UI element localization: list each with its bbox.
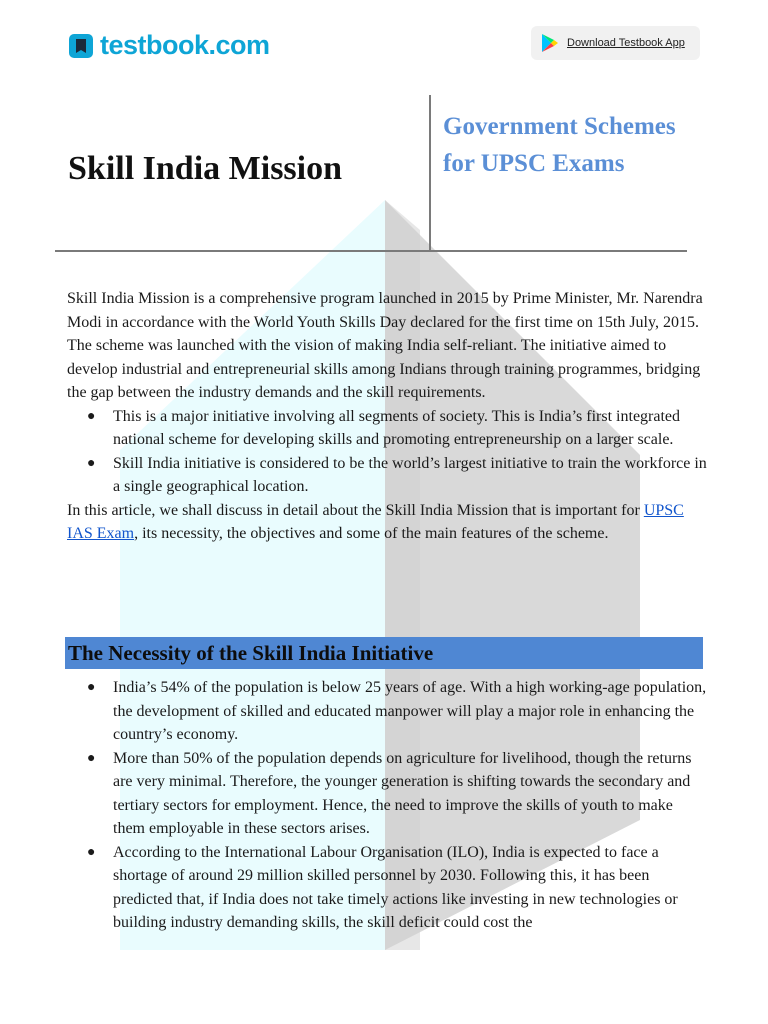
necessity-section	[67, 676, 707, 935]
necessity-bullet-text: More than 50% of the population depends on agriculture for livelihood, though the returns are very minimal. Therefore, the younger generation is shifting towards the secondary and tertiary sectors for employment. Hence, the need to improve the skills of youth to make them employable in these sectors arises.	[113, 749, 692, 837]
title-divider-vertical	[429, 95, 431, 251]
bullet-dot: ●	[87, 455, 96, 471]
intro-bullet-text: Skill India initiative is considered to be the world’s largest initiative to train the workforce in a single geographical location.	[113, 454, 707, 495]
intro-paragraph: Skill India Mission is a comprehensive program launched in 2015 by Prime Minister, Mr. Narendra Modi in accordance with the World Youth Skills Day declared for the first time on 15th July, 2015. The scheme was launched with the vision of making India self-reliant. The initiative aimed to develop industrial and entrepreneurial skills among Indians through training programmes, bridging the gap between the industry demands and the skill requirements.	[67, 290, 703, 401]
title-divider-horizontal	[55, 250, 687, 252]
download-app-button[interactable]	[531, 26, 700, 60]
necessity-bullet-text: India’s 54% of the population is below 25 years of age. With a high working-age population, the development of skilled and educated manpower will play a major role in enhancing the country’s economy.	[113, 679, 707, 743]
bullet-dot: ●	[87, 408, 96, 424]
section-heading: The Necessity of the Skill India Initiative	[65, 637, 703, 669]
article-paragraph	[67, 499, 707, 546]
download-app-label: Download Testbook App	[567, 37, 685, 49]
intro-bullet	[67, 452, 707, 499]
intro-section	[67, 287, 707, 546]
necessity-bullet	[67, 676, 707, 747]
article-text-prefix: In this article, we shall discuss in detail about the Skill India Mission that is important for	[67, 501, 640, 519]
testbook-logo-icon	[68, 31, 94, 59]
intro-bullet	[67, 405, 707, 452]
intro-bullet-text: This is a major initiative involving all segments of society. This is India’s first integrated national scheme for developing skills and promoting entrepreneurship on a larger scale.	[113, 407, 681, 448]
necessity-bullet	[67, 841, 707, 935]
necessity-bullet-text: According to the International Labour Organisation (ILO), India is expected to face a shortage of around 29 million skilled personnel by 2030. Following this, it has been predicted that, if India does not take timely actions like investing in new technologies or building industry demanding skills, the skill deficit could cost the	[113, 843, 678, 931]
category-label: Government Schemes for UPSC Exams	[443, 113, 676, 177]
page-title: Skill India Mission	[68, 150, 343, 187]
necessity-bullet	[67, 747, 707, 841]
bullet-dot: ●	[87, 844, 96, 860]
brand-name: testbook.com	[100, 29, 270, 60]
bullet-dot: ●	[87, 680, 96, 695]
necessity-bullet-list	[67, 676, 707, 935]
article-text-suffix: , its necessity, the objectives and some of the main features of the scheme.	[134, 525, 609, 542]
brand-logo[interactable]	[68, 30, 270, 60]
intro-bullet-list	[67, 405, 707, 499]
upsc-ias-exam-link[interactable]: UPSC IAS Exam	[67, 501, 684, 542]
bullet-dot: ●	[87, 750, 96, 766]
google-play-icon	[541, 33, 559, 53]
